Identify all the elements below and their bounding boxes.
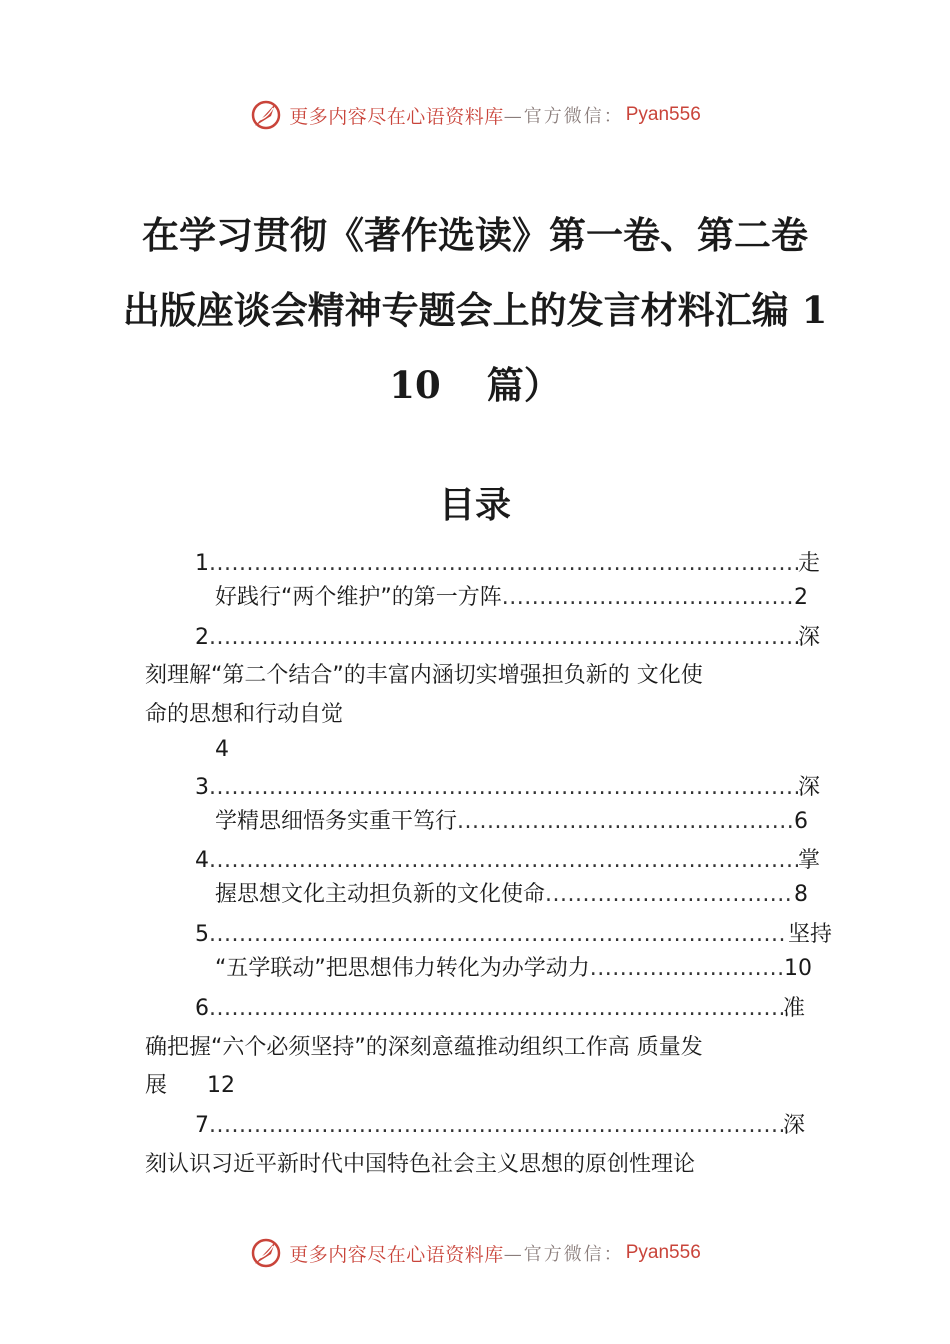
toc-entry-2-page: 4	[215, 737, 229, 762]
dot-leader	[545, 880, 794, 910]
banner-wechat-id: Pyan556	[625, 104, 701, 125]
toc-entry-num: 4	[195, 848, 209, 873]
quill-logo-icon	[249, 98, 283, 132]
toc-entry-first-char: 深	[797, 775, 820, 800]
toc-heading: 目录	[438, 484, 511, 526]
toc-entry-num: 1	[195, 551, 209, 576]
toc-entry-3-title[interactable]	[215, 807, 808, 837]
toc-entry-2-title-line1[interactable]: 刻理解“第二个结合”的丰富内涵切实增强担负新的 文化使	[145, 663, 703, 688]
header-watermark	[0, 95, 950, 135]
toc-entry-num: 6	[195, 996, 209, 1021]
doc-title-suffix: 篇）	[486, 363, 561, 407]
toc-entry-text: 展	[145, 1073, 168, 1098]
toc-entry-page: 12	[207, 1073, 236, 1098]
toc-entry-first-char: 准	[782, 996, 805, 1021]
toc-entry-1-head[interactable]	[195, 549, 820, 579]
toc-entry-text: 学精思细悟务实重干笃行	[215, 809, 458, 834]
dot-leader	[209, 773, 798, 803]
toc-entry-3-head[interactable]	[195, 773, 820, 803]
toc-entry-4-head[interactable]	[195, 846, 820, 876]
toc-entry-num: 5	[195, 922, 209, 947]
toc-entry-text: 握思想文化主动担负新的文化使命	[215, 882, 546, 907]
banner-text: 更多内容尽在心语资料库	[289, 105, 504, 128]
toc-entry-num: 3	[195, 775, 209, 800]
toc-entry-page: 6	[794, 809, 808, 834]
toc-entry-num: 2	[195, 625, 209, 650]
toc-entry-2-head[interactable]	[195, 623, 820, 653]
toc-entry-first-char: 坚持	[787, 922, 832, 947]
dot-leader	[502, 583, 794, 613]
quill-logo-icon	[249, 1236, 283, 1270]
toc-entry-page: 10	[784, 956, 812, 981]
dot-leader	[209, 549, 798, 579]
dot-leader	[209, 846, 798, 876]
doc-title-count: 10	[389, 363, 441, 407]
toc-entry-5-head[interactable]	[195, 920, 832, 950]
dot-leader	[457, 807, 794, 837]
toc-entry-1-title[interactable]	[215, 583, 808, 613]
dot-leader	[209, 920, 788, 950]
toc-entry-text: “五学联动”把思想伟力转化为办学动力	[215, 956, 590, 981]
dot-leader	[209, 994, 783, 1024]
doc-title-line3	[0, 355, 950, 409]
toc-entry-7-title-line1[interactable]: 刻认识习近平新时代中国特色社会主义思想的原创性理论	[145, 1152, 696, 1177]
toc-entry-text: 好践行“两个维护”的第一方阵	[215, 585, 502, 610]
toc-entry-first-char: 走	[797, 551, 820, 576]
banner-text-wechat: —官方微信：	[503, 1244, 624, 1265]
toc-entry-2-title-line2[interactable]: 命的思想和行动自觉	[145, 702, 344, 727]
doc-title-line2: 出版座谈会精神专题会上的发言材料汇编 1	[122, 288, 828, 332]
toc-entry-page: 2	[794, 585, 808, 610]
toc-entry-5-title[interactable]	[215, 954, 812, 984]
toc-entry-first-char: 深	[782, 1113, 805, 1138]
toc-entry-page: 8	[794, 882, 808, 907]
banner-wechat-id: Pyan556	[625, 1242, 701, 1263]
doc-title-line1: 在学习贯彻《著作选读》第一卷、第二卷	[142, 213, 808, 257]
toc-entry-6-head[interactable]	[195, 994, 805, 1024]
banner-text-wechat: —官方微信：	[503, 106, 624, 127]
banner-text: 更多内容尽在心语资料库	[289, 1243, 504, 1266]
toc-entry-first-char: 掌	[797, 848, 820, 873]
toc-entry-6-title-line1[interactable]: 确把握“六个必须坚持”的深刻意蕴推动组织工作高 质量发	[145, 1035, 703, 1060]
dot-leader	[209, 623, 798, 653]
dot-leader	[590, 954, 784, 984]
toc-entry-7-head[interactable]	[195, 1111, 805, 1141]
toc-entry-6-title-line2[interactable]	[145, 1071, 235, 1101]
toc-entry-4-title[interactable]	[215, 880, 808, 910]
toc-entry-num: 7	[195, 1113, 209, 1138]
footer-watermark	[0, 1233, 950, 1273]
dot-leader	[209, 1111, 783, 1141]
toc-entry-first-char: 深	[797, 625, 820, 650]
